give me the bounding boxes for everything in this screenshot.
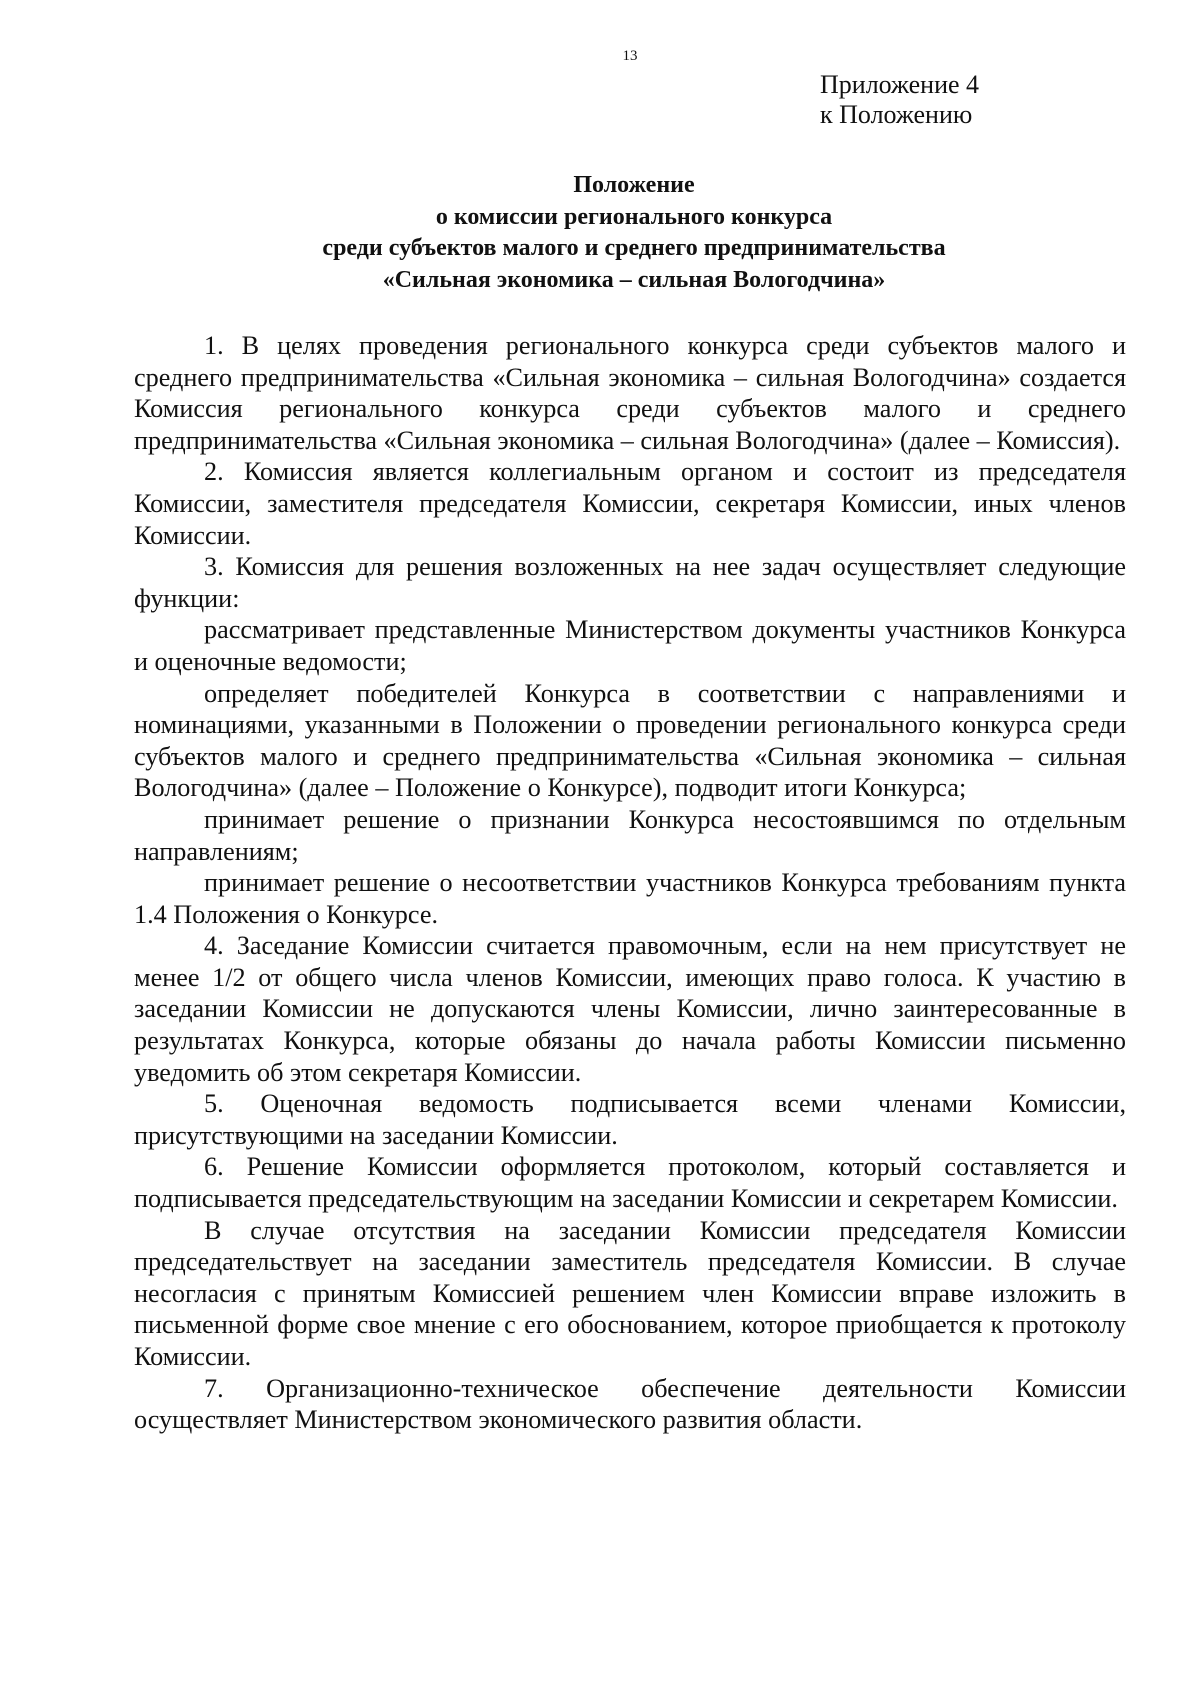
- paragraph-5: 5. Оценочная ведомость подписывается всеми членами Комиссии, присутствующими на заседании Комиссии.: [134, 1089, 1126, 1150]
- paragraph-4: 4. Заседание Комиссии считается правомочным, если на нем присутствует не менее 1/2 от общего числа членов Комиссии, имеющих право голоса. К участию в заседании Комиссии не допускаются члены Комиссии, лично заинтересованные в результатах Конкурса, которые обязаны до начала работы Комиссии письменно уведомить об этом секретаря Комиссии.: [134, 931, 1126, 1087]
- paragraph-3: 3. Комиссия для решения возложенных на нее задач осуществляет следующие функции:: [134, 552, 1126, 613]
- paragraph-7: 7. Организационно-техническое обеспечение деятельности Комиссии осуществляет Министерством экономического развития области.: [134, 1373, 1126, 1435]
- title-line-3: среди субъектов малого и среднего предпринимательства: [322, 235, 946, 261]
- title-line-4: «Сильная экономика – сильная Вологодчина»: [382, 266, 886, 293]
- function-item-1: рассматривает представленные Министерством документы участников Конкурса и оценочные ведомости;: [134, 615, 1126, 676]
- paragraph-1: 1. В целях проведения регионального конкурса среди субъектов малого и среднего предпринимательства «Сильная экономика – сильная Вологодчина» создается Комиссия регионального конкурса среди субъектов малого и среднего предпринимательства «Сильная экономика – сильная Вологодчина» (далее – Комиссия).: [134, 331, 1126, 455]
- function-item-4: принимает решение о несоответствии участников Конкурса требованиям пункта 1.4 Положения о Конкурсе.: [134, 868, 1126, 929]
- function-item-3: принимает решение о признании Конкурса несостоявшимся по отдельным направлениям;: [134, 804, 1126, 866]
- document-body: [134, 330, 1126, 1436]
- function-item-2: определяет победителей Конкурса в соответствии с направлениями и номинациями, указанными в Положении о проведении регионального конкурса среди субъектов малого и среднего предпринимательства «Сильная экономика – сильная Вологодчина» (далее – Положение о Конкурсе), подводит итоги Конкурса;: [134, 678, 1126, 803]
- appendix-note: [820, 70, 979, 130]
- appendix-line-2: к Положению: [820, 100, 973, 129]
- page-number: 13: [622, 48, 638, 64]
- document-title: [134, 170, 1134, 296]
- title-line-1: Положение: [573, 172, 695, 198]
- title-line-2: о комиссии регионального конкурса: [435, 203, 833, 230]
- paragraph-6-continuation: В случае отсутствия на заседании Комиссии председателя Комиссии председательствует на заседании заместитель председателя Комиссии. В случае несогласия с принятым Комиссией решением член Комиссии вправе изложить в письменной форме свое мнение с его обоснованием, которое приобщается к протоколу Комиссии.: [134, 1215, 1126, 1371]
- paragraph-6: 6. Решение Комиссии оформляется протоколом, который составляется и подписывается председательствующим на заседании Комиссии и секретарем Комиссии.: [134, 1152, 1126, 1214]
- appendix-line-1: Приложение 4: [820, 70, 980, 99]
- paragraph-2: 2. Комиссия является коллегиальным органом и состоит из председателя Комиссии, заместителя председателя Комиссии, секретаря Комиссии, иных членов Комиссии.: [134, 457, 1126, 550]
